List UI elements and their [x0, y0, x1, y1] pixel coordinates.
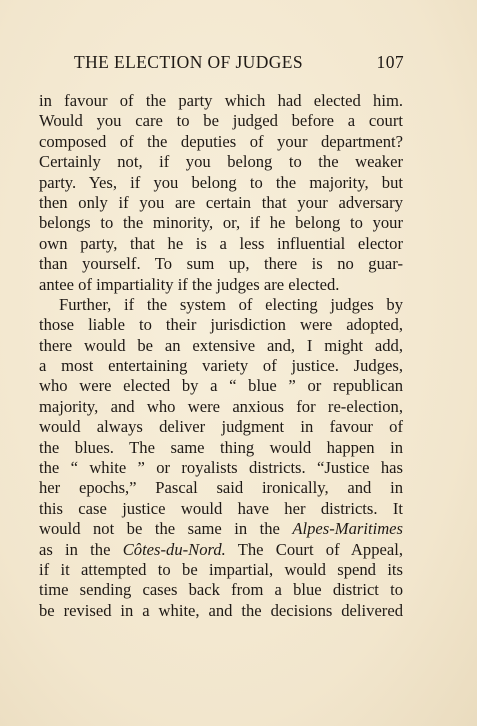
page-number: 107: [376, 52, 404, 72]
chapter-title: THE ELECTION OF JUDGES: [74, 52, 303, 72]
text-line: [39, 519, 403, 539]
text-line: Certainly not, if you belong to the weaker: [39, 152, 403, 172]
text-line: party. Yes, if you belong to the majority, but: [39, 172, 403, 192]
text-line: be revised in a white, and the decisions delivered: [39, 600, 403, 620]
text-line: [39, 540, 403, 560]
text-line: composed of the deputies of your department?: [39, 131, 403, 151]
text-line: Would you care to be judged before a court: [39, 111, 403, 131]
text-line: this case justice would have her districts. It: [39, 498, 403, 518]
text-line: those liable to their jurisdiction were adopted,: [39, 315, 403, 335]
text-line: own party, that he is a less influential elector: [39, 233, 403, 253]
text-line: time sending cases back from a blue district to: [39, 580, 403, 600]
text-line: who were elected by a “ blue ” or republican: [39, 376, 403, 396]
text-run: would not be the same in the: [39, 519, 293, 539]
place-name-italic: Alpes-Maritimes: [292, 519, 403, 539]
text-line: belongs to the minority, or, if he belong to your: [39, 213, 403, 233]
text-line: her epochs,” Pascal said ironically, and in: [39, 478, 403, 498]
place-name-italic: Côtes-du-Nord.: [122, 539, 226, 559]
text-line: a most entertaining variety of justice. Judges,: [39, 356, 403, 376]
text-line: if it attempted to be impartial, would spend its: [39, 559, 403, 579]
text-line: majority, and who were anxious for re-election,: [39, 396, 403, 416]
text-line: in favour of the party which had elected him.: [39, 91, 403, 110]
paragraph-first-line: Further, if the system of electing judges by: [59, 294, 403, 314]
text-line: then only if you are certain that your adversary: [39, 192, 403, 212]
text-line: the blues. The same thing would happen in: [39, 437, 403, 457]
text-line: antee of impartiality if the judges are elected.: [39, 274, 340, 294]
text-line: than yourself. To sum up, there is no guar-: [39, 254, 403, 274]
text-run: as in the: [39, 539, 123, 559]
body-text: [39, 91, 403, 621]
text-line: would always deliver judgment in favour of: [39, 417, 403, 437]
text-line: the “ white ” or royalists districts. “Justice has: [39, 458, 403, 478]
running-header: [74, 52, 404, 76]
text-run: The Court of Appeal,: [225, 539, 403, 559]
text-line: there would be an extensive and, I might add,: [39, 335, 403, 355]
